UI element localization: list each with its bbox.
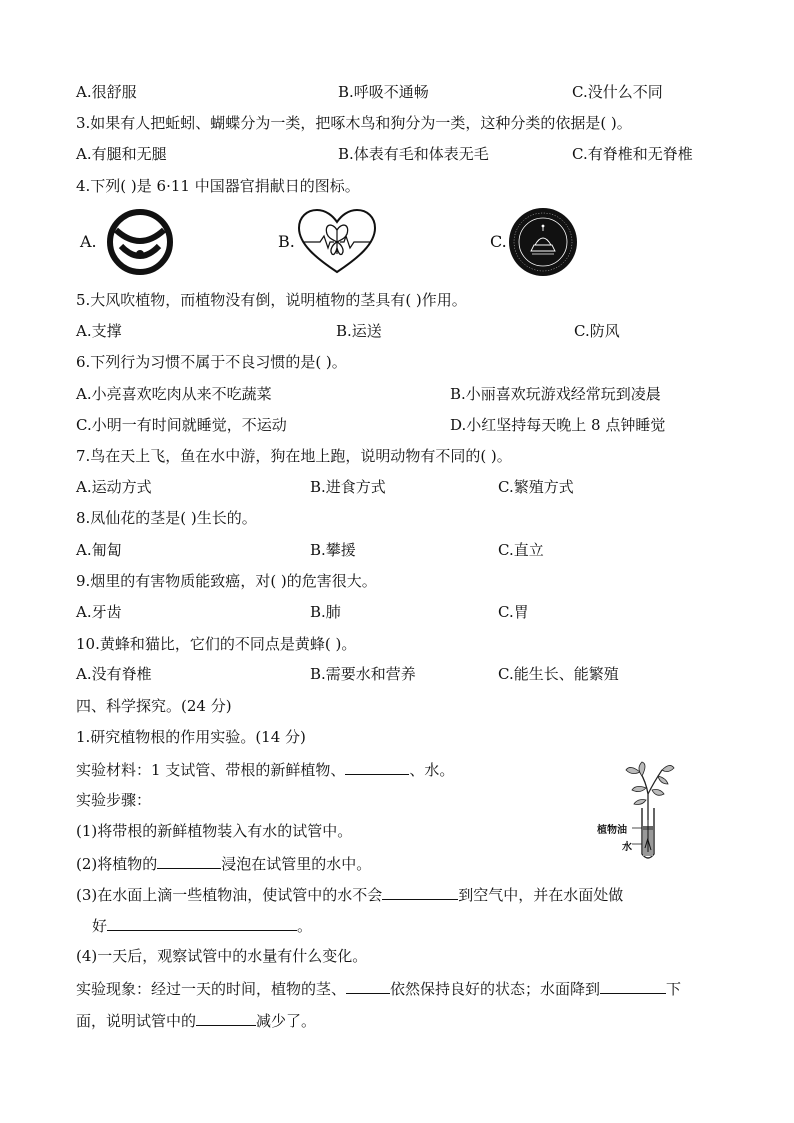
plant-test-tube-figure xyxy=(596,760,696,864)
step-4: (4)一天后，观察试管中的水量有什么变化。 xyxy=(76,947,368,965)
phenomenon-text: 实验现象：经过一天的时间，植物的茎、 xyxy=(76,980,347,998)
steps-title: 实验步骤： xyxy=(76,791,152,809)
q8-option-c: C.直立 xyxy=(498,541,544,559)
q7-option-a: A.运动方式 xyxy=(76,478,152,496)
q6-option-d: D.小红坚持每天晚上 8 点钟睡觉 xyxy=(450,416,666,434)
step-3-blank-1[interactable] xyxy=(382,883,458,900)
q8-option-a: A.匍匐 xyxy=(76,541,122,559)
section4-title: 四、科学探究。(24 分) xyxy=(76,697,232,715)
q2-option-b: B.呼吸不通畅 xyxy=(338,83,429,101)
step-2-text: (2)将植物的 xyxy=(76,855,158,873)
q2-option-a: A.很舒服 xyxy=(76,83,137,101)
q9-option-b: B.肺 xyxy=(310,603,341,621)
step-3-text: (3)在水面上滴一些植物油，使试管中的水不会 xyxy=(76,886,383,904)
step-3 xyxy=(76,883,623,905)
q4-logo-a xyxy=(105,208,175,276)
q6-option-c: C.小明一有时间就睡觉，不运动 xyxy=(76,416,287,434)
q5-stem: 5.大风吹植物，而植物没有倒，说明植物的茎具有( )作用。 xyxy=(76,291,467,309)
q10-option-b: B.需要水和营养 xyxy=(310,665,416,683)
q10-option-a: A.没有脊椎 xyxy=(76,665,152,683)
q6-option-b: B.小丽喜欢玩游戏经常玩到凌晨 xyxy=(450,385,661,403)
q5-option-a: A.支撑 xyxy=(76,322,122,340)
step-1: (1)将带根的新鲜植物装入有水的试管中。 xyxy=(76,822,353,840)
step-2-text-end: 浸泡在试管里的水中。 xyxy=(221,855,372,873)
step-3-cont-text: 好 xyxy=(92,917,108,935)
phenomenon-blank-2[interactable] xyxy=(600,977,666,994)
q4-option-c-label: C. xyxy=(490,232,507,251)
materials-line xyxy=(76,758,454,780)
q4-option-a-label: A. xyxy=(80,232,97,251)
q6-stem: 6.下列行为习惯不属于不良习惯的是( )。 xyxy=(76,353,347,371)
q10-stem: 10.黄蜂和猫比，它们的不同点是黄蜂( )。 xyxy=(76,635,357,653)
phenomenon-line-2 xyxy=(76,1009,316,1031)
q4-logo-b-heart-icon xyxy=(296,208,378,276)
phenomenon-blank-1[interactable] xyxy=(346,977,390,994)
q4-stem: 4.下列( )是 6·11 中国器官捐献日的图标。 xyxy=(76,177,360,195)
materials-text: 实验材料：1 支试管、带根的新鲜植物、 xyxy=(76,761,346,779)
phenomenon-text-mid: 依然保持良好的状态；水面降到 xyxy=(390,980,601,998)
q3-option-c: C.有脊椎和无脊椎 xyxy=(572,145,693,163)
q5-option-c: C.防风 xyxy=(574,322,620,340)
q10-option-c: C.能生长、能繁殖 xyxy=(498,665,619,683)
q5-option-b: B.运送 xyxy=(336,322,382,340)
q6-option-a: A.小亮喜欢吃肉从来不吃蔬菜 xyxy=(76,385,272,403)
s4-q1-title: 1.研究植物根的作用实验。(14 分) xyxy=(76,728,306,746)
q9-option-a: A.牙齿 xyxy=(76,603,122,621)
step-2-blank[interactable] xyxy=(157,852,221,869)
materials-text-end: 、水。 xyxy=(409,761,455,779)
q7-stem: 7.鸟在天上飞，鱼在水中游，狗在地上跑，说明动物有不同的( )。 xyxy=(76,447,512,465)
q3-option-a: A.有腿和无腿 xyxy=(76,145,167,163)
q3-stem: 3.如果有人把蚯蚓、蝴蝶分为一类，把啄木鸟和狗分为一类，这种分类的依据是( )。 xyxy=(76,114,632,132)
q4-option-b-label: B. xyxy=(278,232,295,251)
q8-stem: 8.凤仙花的茎是( )生长的。 xyxy=(76,509,257,527)
step-2 xyxy=(76,852,371,874)
step-3-cont-end: 。 xyxy=(297,917,313,935)
materials-blank[interactable] xyxy=(345,758,409,775)
q9-option-c: C.胃 xyxy=(498,603,529,621)
q3-option-b: B.体表有毛和体表无毛 xyxy=(338,145,489,163)
q8-option-b: B.攀援 xyxy=(310,541,356,559)
phenomenon-line-1 xyxy=(76,977,681,999)
figure-water-label: 水 xyxy=(622,842,632,853)
q4-logo-c-seal-icon xyxy=(508,207,578,277)
q7-option-c: C.繁殖方式 xyxy=(498,478,574,496)
phenomenon-text-end: 下 xyxy=(666,980,682,998)
figure-oil-label: 植物油 xyxy=(597,825,627,836)
step-3-continued xyxy=(92,914,312,936)
step-3-text-end: 到空气中，并在水面处做 xyxy=(458,886,624,904)
q7-option-b: B.进食方式 xyxy=(310,478,386,496)
phenomenon-2-text-end: 减少了。 xyxy=(256,1012,317,1030)
phenomenon-blank-3[interactable] xyxy=(196,1009,256,1026)
q2-option-c: C.没什么不同 xyxy=(572,83,663,101)
step-3-blank-2[interactable] xyxy=(107,914,297,931)
q9-stem: 9.烟里的有害物质能致癌，对( )的危害很大。 xyxy=(76,572,377,590)
phenomenon-2-text: 面，说明试管中的 xyxy=(76,1012,197,1030)
